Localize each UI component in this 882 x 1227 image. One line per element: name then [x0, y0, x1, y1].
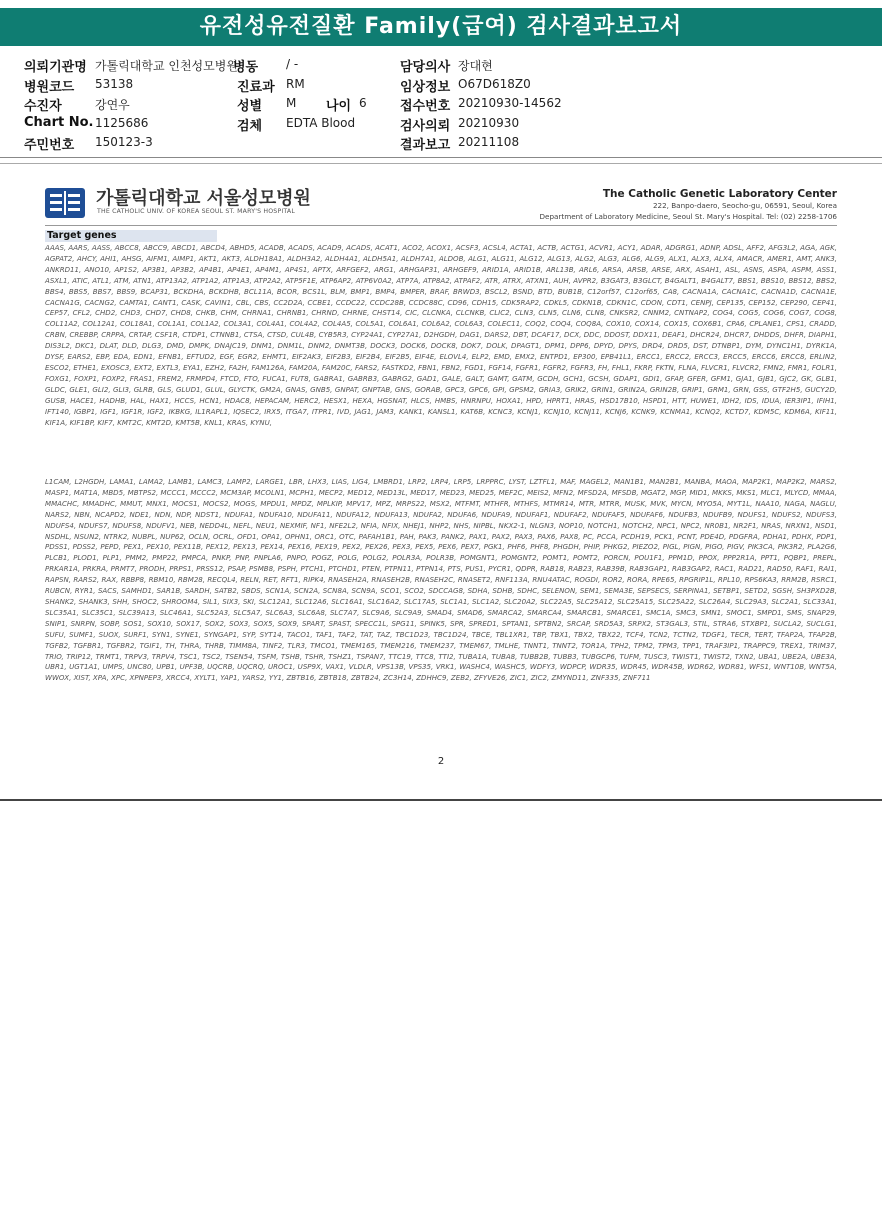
clinical-info-value: O67D618Z0 [458, 77, 531, 91]
hospital-code-label: 병원코드 [24, 80, 75, 95]
doctor-label: 담당의사 [400, 60, 451, 75]
hospital-subtitle: THE CATHOLIC UNIV. OF KOREA SEOUL ST. MARY'S HOSPITAL [97, 208, 295, 215]
receipt-number-value: 20210930-14562 [458, 96, 562, 110]
age-label: 나이 [326, 99, 352, 114]
resident-number-label: 주민번호 [24, 138, 75, 153]
lab-center-name: The Catholic Genetic Laboratory Center [602, 188, 837, 200]
specimen-value: EDTA Blood [286, 116, 356, 130]
request-date-label: 검사의뢰 [400, 119, 451, 134]
request-date-value: 20210930 [458, 116, 520, 130]
header-rule [45, 225, 837, 226]
report-date-label: 결과보고 [400, 138, 451, 153]
page-number: 2 [437, 756, 445, 767]
patient-label: 수진자 [24, 99, 62, 114]
ward-label: 병동 [233, 60, 259, 75]
chart-number-label: Chart No. [24, 115, 94, 130]
hospital-code-value: 53138 [95, 77, 134, 91]
report-title: 유전성유전질환 Family(급여) 검사결과보고서 [0, 8, 882, 46]
lab-center-department: Department of Laboratory Medicine, Seoul St. Mary's Hospital. Tel: (02) 2258-1706 [539, 212, 837, 221]
clinical-info-label: 임상정보 [400, 80, 451, 95]
receipt-number-label: 접수번호 [400, 99, 451, 114]
department-label: 진료과 [237, 80, 275, 95]
report-date-value: 20211108 [458, 135, 520, 149]
report-page [0, 163, 882, 801]
institution-value: 가톨릭대학교 인천성모병원 [95, 59, 238, 73]
hospital-name: 가톨릭대학교 서울성모병원 [96, 188, 311, 209]
specimen-label: 검체 [237, 119, 263, 134]
sex-value: M [286, 96, 297, 110]
gene-list-block-2: L1CAM, L2HGDH, LAMA1, LAMA2, LAMB1, LAMC3, LAMP2, LARGE1, LBR, LHX3, LIAS, LIG4, LMBRD1, LRP2, LRP4, LRP5, LRPPRC, LYST, LZTFL1, MAF, MAGEL2, MAN1B1, MAN2B1, MANBA, MAOA, MAP2K1, MAP2K2, MARS2, MASP1, MAT1A, MBD5, MBTPS2, MCCC1, MCCC2, MCM3AP, MCOLN1, MCPH1, MECP2, MED12, MED13L, MED17, MED23, MED25, MEF2C, MEIS2, MFN2, MFSD2A, MFSDB, MGAT2, MGP, MID1, MKKS, MKS1, MLC1, MLYCD, MMAA, MMACHC, MMADHC, MMUT, MNX1, MOCS1, MOCS2, MOGS, MPDU1, MPDZ, MPLKIP, MPV17, MPZ, MRPS22, MSX2, MTFMT, MTHFR, MTHFS, MTMR14, MTR, MTRR, MUSK, MVK, MYCN, MYO5A, MYT1L, NAA10, NAGA, NAGLU, NARS2, NBN, NCAPD2, NDE1, NDN, NDP, NDST1, NDUFA1, NDUFA10, NDUFA11, NDUFA12, NDUFA13, NDUFA2, NDUFA6, NDUFA9, NDUFAF1, NDUFAF2, NDUFAF5, NDUFAF6, NDUFB3, NDUFB9, NDUFS1, NDUFS2, NDUFS3, NDUFS4, NDUFS7, NDUFS8, NDUFV1, NEB, NEDD4L, NEFL, NEU1, NEXMIF, NF1, NFE2L2, NFIA, NFIX, NHEJ1, NHP2, NHS, NIPBL, NKX2-1, NLGN3, NOP10, NOTCH1, NOTCH2, NPC1, NPC2, NR0B1, NR2F1, NRAS, NRXN1, NSD1, NSDHL, NSUN2, NTRK2, NUBPL, NUP62, OCLN, OCRL, OFD1, OPA1, OPHN1, ORC1, OTC, PAFAH1B1, PAH, PAK3, PANK2, PAX1, PAX2, PAX3, PAX6, PAX8, PC, PCCA, PCDH19, PCK1, PCNT, PDE4D, PDGFRA, PDHA1, PDHX, PDP1, PDSS1, PDSS2, PEPD, PEX1, PEX10, PEX11B, PEX12, PEX13, PEX14, PEX16, PEX19, PEX2, PEX26, PEX3, PEX5, PEX6, PEX7, PGK1, PHF6, PHF8, PHGDH, PHIP, PHKG2, PIEZO2, PIGL, PIGN, PIGO, PIGV, PIK3CA, PIK3R2, PLA2G6, PLCB1, PLOD1, PLP1, PMM2, PMP22, PMPCA, PNKP, PNP, PNPLA6, PNPO, POGZ, POLG, POLG2, POLR3A, POLR3B, POMGNT1, POMGNT2, POMT1, POMT2, PORCN, POU1F1, PPM1D, PPOX, PPP2R1A, PPT1, PQBP1, PREPL, PRKAR1A, PRKRA, PRMT7, PRODH, PRPS1, PRSS12, PSAP, PSMB8, PSPH, PTCH1, PTCHD1, PTEN, PTPN11, PTPN14, PTS, PUS1, PYCR1, QDPR, RAB18, RAB23, RAB39B, RAB3GAP1, RAB3GAP2, RAC1, RAD21, RAD50, RAF1, RAI1, RAPSN, RARS2, RAX, RBBP8, RBM10, RBM28, RECQL4, RELN, RET, RFT1, RIPK4, RNASEH2A, RNASEH2B, RNASEH2C, RNASET2, RNF113A, RNU4ATAC, ROGDI, ROR2, RORA, RPE65, RPGRIP1L, RPL10, RPS6KA3, RRM2B, RSRC1, RUBCN, RYR1, SACS, SAMHD1, SAR1B, SARDH, SATB2, SBDS, SCN1A, SCN2A, SCN8A, SCN9A, SCO1, SCO2, SDCCAG8, SDHA, SDHB, SDHC, SELENON, SEM1, SEMA3E, SEPSECS, SERPINA1, SETBP1, SETD2, SGSH, SH3PXD2B, SHANK2, SHANK3, SHH, SHOC2, SHROOM4, SIL1, SIX3, SKI, SLC12A1, SLC12A6, SLC16A1, SLC16A2, SLC17A5, SLC1A1, SLC1A2, SLC20A2, SLC22A5, SLC25A12, SLC25A15, SLC25A22, SLC26A4, SLC29A3, SLC2A1, SLC33A1, SLC35A1, SLC35C1, SLC39A13, SLC46A1, SLC52A3, SLC5A7, SLC6A3, SLC6A8, SLC7A7, SLC9A6, SLC9A9, SMAD4, SMAD6, SMARCA2, SMARCA4, SMARCB1, SMARCE1, SMC1A, SMC3, SMN1, SMOC1, SMPD1, SMS, SNAP29, SNIP1, SNRPN, SOBP, SOS1, SOX10, SOX17, SOX2, SOX3, SOX5, SOX9, SPART, SPAST, SPECC1L, SPG11, SPINK5, SPR, SPRED1, SPTAN1, SPTBN2, SRCAP, SRD5A3, SRPX2, ST3GAL3, STIL, STRA6, STXBP1, SUCLA2, SUCLG1, SUFU, SUMF1, SUOX, SURF1, SYN1, SYNE1, SYNGAP1, SYP, SYT14, TACO1, TAF1, TAF2, TAT, TAZ, TBC1D23, TBC1D24, TBCE, TBL1XR1, TBP, TBX1, TBX2, TBX22, TCF4, TCN2, TCTN2, TDGF1, TECR, TERT, TFAP2A, TFAP2B, TGFB2, TGFBR1, TGFBR2, TGIF1, TH, THRA, THRB, TIMM8A, TINF2, TLR3, TMCO1, TMEM165, TMEM216, TMEM237, TMEM67, TMLHE, TNNT1, TNNT2, TOR1A, TPH2, TPM2, TPM3, TPP1, TRAF3IP1, TRAPPC9, TREX1, TRIM37, TRIO, TRIP12, TRMT1, TRPV3, TRPV4, TSC1, TSC2, TSEN54, TSFM, TSHB, TSHR, TSHZ1, TSPAN7, TTC19, TTC8, TTI2, TUBA1A, TUBA8, TUBB2B, TUBB3, TUBGCP6, TUFM, TUSC3, TWIST1, TWIST2, TXN2, UBA1, UBE2A, UBE3A, UBR1, UGT1A1, UMPS, UNC80, UPB1, UPF3B, UQCRB, UQCRQ, UROC1, USP9X, VAX1, VLDLR, VPS13B, VPS35, VRK1, WASHC4, WASHC5, WDFY3, WDPCP, WDR35, WDR45, WDR45B, WDR62, WDR81, WFS1, WNT10B, WNT5A, WWOX, XIST, XPA, XPC, XPNPEP3, XRCC4, XYLT1, YAP1, YARS2, YY1, ZBTB16, ZBTB18, ZBTB24, ZC3H14, ZDHHC9, ZEB2, ZFYVE26, ZIC1, ZIC2, ZMYND11, ZNF335, ZNF711 [45, 477, 837, 683]
lab-center-address: 222, Banpo-daero, Seocho-gu, 06591, Seoul, Korea [652, 201, 837, 210]
divider [0, 157, 882, 158]
age-value: 6 [359, 96, 367, 110]
gene-list-block-1: AAAS, AARS, AASS, ABCC8, ABCC9, ABCD1, ABCD4, ABHD5, ACADB, ACADS, ACAD9, ACADS, ACAT1, ACO2, ACOX1, ACSF3, ACSL4, ACTA1, ACTB, ACTG1, ACVR1, ACY1, ADAR, ADGRG1, ADNP, ADSL, AFF2, AFG3L2, AGA, AGK, AGPAT2, AHCY, AHI1, AHSG, AIFM1, AIMP1, AKT1, AKT3, ALDH18A1, ALDH3A2, ALDH4A1, ALDH5A1, ALDH7A1, ALDOB, ALG1, ALG11, ALG12, ALG13, ALG2, ALG3, ALG6, ALG9, ALX1, ALX3, ALX4, AMACR, AMER1, AMT, ANK3, ANKRD11, ANO10, AP1S2, AP3B1, AP3B2, AP4B1, AP4E1, AP4M1, AP4S1, APTX, ARFGEF2, ARG1, ARHGAP31, ARHGEF9, ARID1A, ARID1B, ARL13B, ARL6, ARSA, ARSB, ARSE, ARX, ASAH1, ASL, ASNS, ASPA, ASPM, ASS1, ASXL1, ATIC, ATL1, ATM, ATN1, ATP13A2, ATP1A2, ATP1A3, ATP2A2, ATP5F1E, ATP6AP2, ATP6V0A2, ATP7A, ATP8A2, ATPAF2, ATR, ATRX, ATXN1, AUH, AVPR2, B3GAT3, B3GLCT, B4GALT1, B4GALT7, BBS1, BBS10, BBS12, BBS2, BBS4, BBS5, BBS7, BBS9, BCAP31, BCKDHA, BCKDHB, BCL11A, BCOR, BCS1L, BLM, BMP1, BMP4, BMPER, BRAF, BRWD3, BSCL2, BSND, BTD, BUB1B, C12orf57, C12orf65, CA8, CACNA1A, CACNA1C, CACNA1D, CACNA1E, CACNA1G, CACNG2, CAMTA1, CANT1, CASK, CAVIN1, CBL, CBS, CC2D2A, CCBE1, CCDC22, CCDC28B, CCDC88C, CD96, CDH15, CDK5RAP2, CDKL5, CDKN1B, CDKN1C, CDON, CDT1, CENPJ, CEP135, CEP152, CEP290, CEP41, CEP57, CFL2, CHD2, CHD3, CHD7, CHD8, CHKB, CHM, CHRNA1, CHRNB1, CHRND, CHRNE, CHST14, CIC, CLCNKA, CLCNKB, CLIC2, CLN3, CLN5, CLN6, CLN8, CNKSR2, CNNM2, CNTNAP2, COG4, COG5, COG6, COG7, COG8, COL11A2, COL12A1, COL18A1, COL1A1, COL1A2, COL3A1, COL4A1, COL4A2, COL4A5, COL5A1, COL6A1, COL6A2, COL6A3, COLEC11, COQ2, COQ4, COQ8A, COX10, COX14, COX15, COX6B1, CPA6, CPLANE1, CPS1, CRADD, CRBN, CREBBP, CRPPA, CRTAP, CSF1R, CTDP1, CTNNB1, CTSA, CTSD, CUL4B, CYB5R3, CYP24A1, CYP27A1, D2HGDH, DAG1, DARS2, DBT, DCAF17, DCX, DDC, DDOST, DDX11, DEAF1, DHCR24, DHCR7, DHDDS, DHFR, DIAPH1, DIS3L2, DKC1, DLAT, DLD, DLG3, DMD, DMPK, DNAJC19, DNM1, DNM1L, DNM2, DNMT3B, DOCK3, DOCK6, DOCK8, DOK7, DOLK, DPAGT1, DPM1, DPP6, DPYD, DPYS, DRD4, DRD5, DST, DTNBP1, DYM, DYNC1H1, DYRK1A, DYSF, EARS2, EBP, EDA, EDN1, EFNB1, EFTUD2, EGF, EGR2, EHMT1, EIF2AK3, EIF2B3, EIF2B4, EIF2B5, EIF4E, ELOVL4, ELP2, EMD, EMX2, ENTPD1, EP300, EPB41L1, ERCC1, ERCC2, ERCC3, ERCC5, ERCC6, ERCC8, ERLIN2, ESCO2, ETHE1, EXOSC3, EXT2, EXTL3, EYA1, EZH2, FA2H, FAM126A, FAM20A, FAM20C, FARS2, FASTKD2, FBN1, FBN2, FGD1, FGF14, FGFR1, FGFR2, FGFR3, FH, FHL1, FKRP, FKTN, FLNA, FLVCR1, FLVCR2, FMN2, FMR1, FOLR1, FOXG1, FOXP1, FOXP2, FRAS1, FREM2, FRMPD4, FTCD, FTO, FUCA1, FUT8, GABRA1, GABRB3, GABRG2, GAD1, GALE, GALT, GAMT, GATM, GCDH, GCH1, GCSH, GDAP1, GDI1, GFAP, GFER, GFM1, GJA1, GJB1, GJC2, GK, GLB1, GLDC, GLE1, GLI2, GLI3, GLRB, GLS, GLUD1, GLUL, GLYCTK, GM2A, GNAS, GNB5, GNPAT, GNPTAB, GNS, GORAB, GPC3, GPC6, GPI, GPSM2, GRIA3, GRIK2, GRIN1, GRIN2A, GRIN2B, GRIP1, GRM1, GRN, GSS, GTF2H5, GUCY2D, GUSB, HACE1, HADHB, HAL, HAX1, HCCS, HCN1, HDAC8, HEPACAM, HERC2, HESX1, HEXA, HGSNAT, HLCS, HMBS, HNRNPU, HOXA1, HPD, HPRT1, HRAS, HSD17B10, HSPD1, HTT, HUWE1, IDH2, IDS, IDUA, IER3IP1, IFIH1, IFT140, IGBP1, IGF1, IGF1R, IGF2, IKBKG, IL1RAPL1, IQSEC2, IRX5, ITGA7, ITPR1, IVD, JAG1, JAM3, KANK1, KANSL1, KAT6B, KCNC3, KCNJ1, KCNJ10, KCNJ11, KCNJ6, KCNK9, KCNMA1, KCNQ2, KCTD7, KDM5C, KDM6A, KIF11, KIF1A, KIF1BP, KIF7, KMT2C, KMT2D, KMT5B, KNL1, KRAS, KYNU, [45, 243, 837, 427]
doctor-value: 장대현 [458, 59, 493, 73]
institution-label: 의뢰기관명 [24, 60, 87, 75]
target-genes-heading: Target genes [45, 230, 217, 242]
patient-info-section [0, 52, 882, 152]
sex-label: 성별 [237, 99, 263, 114]
ward-value: / - [286, 57, 299, 71]
department-value: RM [286, 77, 305, 91]
resident-number-value: 150123-3 [95, 135, 153, 149]
chart-number-value: 1125686 [95, 116, 149, 130]
patient-value: 강연우 [95, 98, 130, 112]
hospital-logo-icon [45, 188, 85, 218]
